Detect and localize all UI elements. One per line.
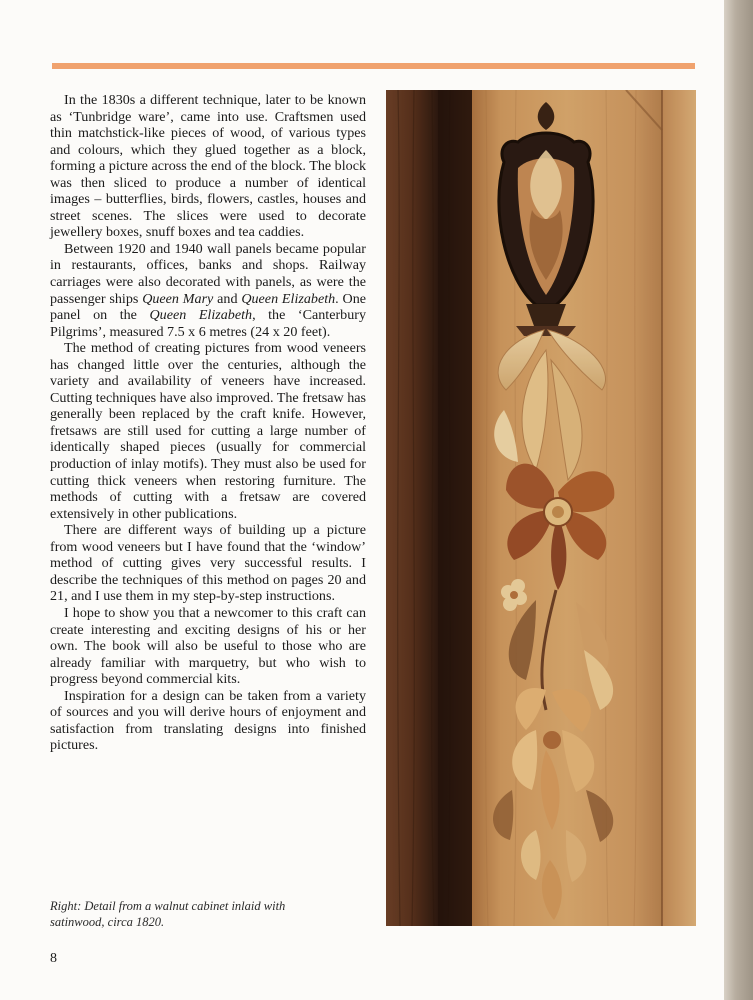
caption-line-2: satinwood, circa 1820.: [50, 915, 165, 929]
caption-line-1: Right: Detail from a walnut cabinet inlaid with: [50, 899, 286, 913]
paragraph-text: I hope to show you that a newcomer to this craft can create interesting and exciting designs of his or her own. The book will also be useful to those who are already familiar with marquetry, but who wish to progress beyond commercial kits.: [50, 604, 366, 688]
paragraph-text: There are different ways of building up a picture from wood veneers but I have found that the ‘window’ method of cutting gives very successful results. I describe the techniques of this method on pages 20 and 21, and I use them in my step-by-step instructions.: [50, 522, 366, 605]
marquetry-photo: [386, 90, 696, 926]
paragraph-newcomer: [50, 605, 366, 688]
paragraph-1830s: [50, 92, 366, 241]
italic-ship-name: Queen Mary: [142, 290, 214, 307]
paragraph-text: and: [213, 290, 242, 307]
facing-page-edge: [724, 0, 753, 1000]
italic-ship-name: Queen Elizabeth: [149, 307, 253, 324]
photo-caption: [50, 898, 350, 930]
body-text: [50, 92, 366, 754]
paragraph-inspiration: [50, 688, 366, 754]
paragraph-text: The method of creating pictures from wood veneers has changed little over the centuries, although the variety and availability of veneers have increased. Cutting techniques have also improved. The fretsaw has generally been replaced by the craft knife. However, fretsaws are still used for cutting a large number of identically shaped pieces (usually for commercial production of inlay motifs). They must also be used for cutting thick veneers when restoring furniture. The methods of cutting with a fretsaw are covered extensively in other publications.: [50, 340, 366, 522]
paragraph-text: . One panel on the: [50, 290, 366, 324]
header-rule: [52, 63, 695, 69]
paragraph-wall-panels: [50, 241, 366, 340]
paragraph-method: [50, 340, 366, 522]
paragraph-text: Between 1920 and 1940 wall panels became popular in restaurants, offices, banks and shops. Railway carriages were also decorated with panels, as were the passenger ships: [50, 240, 366, 307]
paragraph-text: Inspiration for a design can be taken from a variety of sources and you will derive hours of enjoyment and satisfaction from translating designs into finished pictures.: [50, 687, 366, 754]
paragraph-text: In the 1830s a different technique, later to be known as ‘Tunbridge ware’, came into use. Craftsmen used thin matchstick-like pieces of wood, of various types and colours, which they glued together as a block, forming a picture across the end of the block. The block was then sliced to produce a number of identical images – butterflies, birds, flowers, castles, houses and street scenes. The slices were used to decorate jewellery boxes, snuff boxes and tea caddies.: [50, 92, 366, 241]
page-number: 8: [50, 951, 57, 966]
italic-ship-name: Queen Elizabeth: [241, 290, 336, 307]
paragraph-window-method: [50, 522, 366, 605]
paragraph-text: , the ‘Canterbury Pilgrims’, measured 7.5 x 6 metres (24 x 20 feet).: [50, 307, 366, 340]
